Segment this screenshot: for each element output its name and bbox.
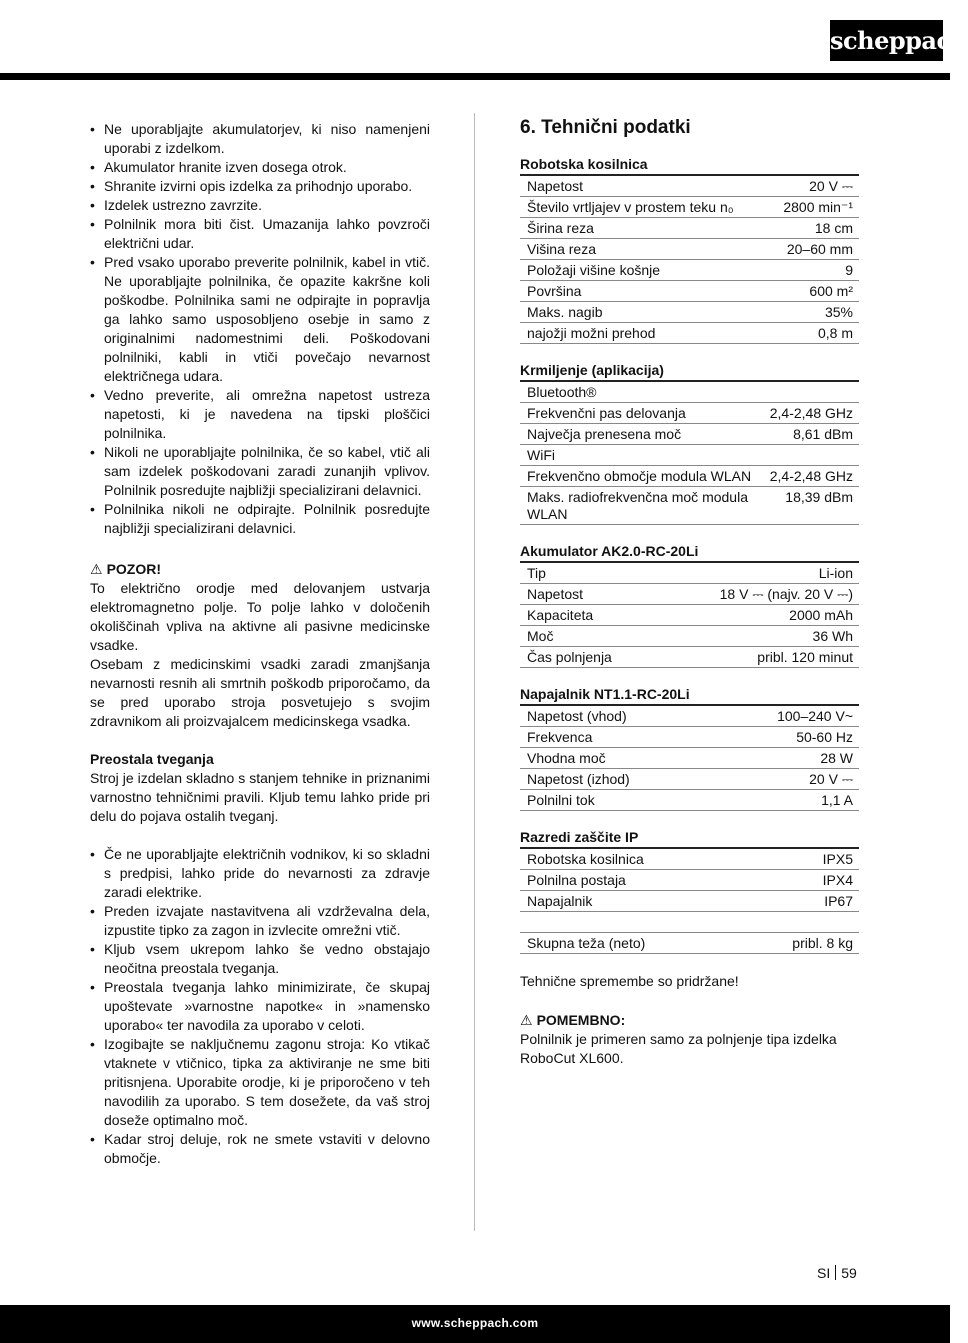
list-item: • Kljub vsem ukrepom lahko še vedno obstajajo neočitna preostala tveganja. (90, 940, 430, 978)
table-row (520, 706, 859, 727)
list-item: • Ne uporabljajte akumulatorjev, ki niso namenjeni uporabi z izdelkom. (90, 120, 430, 158)
spec-label: Frekvenčni pas delovanja (520, 403, 763, 424)
header-bar (0, 73, 950, 80)
table-row (520, 870, 859, 891)
spec-label: najožji možni prehod (520, 323, 766, 344)
spec-value: 35% (766, 302, 859, 323)
spec-value: 2,4-2,48 GHz (763, 403, 859, 424)
spec-label: Širina reza (520, 218, 766, 239)
footer-url: www.scheppach.com (0, 1305, 950, 1343)
table-row (520, 727, 859, 748)
spec-label: Položaji višine košnje (520, 260, 766, 281)
warning-paragraph-2: Osebam z medicinskimi vsadki zaradi zmanjšanja nevarnosti resnih ali smrtnih poškodb priporočamo, da se pred uporabo stroja posvetujejo s svojim zdravnikom ali proizvajalcem medicinskega vsadka. (90, 656, 430, 729)
brand-logo: scheppach (830, 20, 943, 61)
list-item: • Vedno preverite, ali omrežna napetost ustreza napetosti, ki je navedena na tipski ploščici polnilnika. (90, 386, 430, 443)
important-heading: ⚠ POMEMBNO: (520, 1012, 626, 1028)
list-item: • Polnilnika nikoli ne odpirajte. Polnilnik posredujte najbližji specializirani delavnici. (90, 500, 430, 538)
spec-label: Napetost (izhod) (520, 769, 712, 790)
list-item: • Akumulator hranite izven dosega otrok. (90, 158, 430, 177)
spec-section-title: Napajalnik NT1.1-RC-20Li (520, 686, 859, 706)
spec-value: 2000 mAh (656, 605, 859, 626)
table-row (520, 239, 859, 260)
spec-label: Vhodna moč (520, 748, 712, 769)
table-row (520, 197, 859, 218)
list-item: • Če ne uporabljajte električnih vodnikov, ki so skladni s predpisi, lahko pride do nevarnosti za zdravje zaradi elektrike. (90, 845, 430, 902)
spec-table (520, 706, 859, 811)
spec-label: Frekvenčno območje modula WLAN (520, 466, 763, 487)
spec-value: IPX4 (737, 870, 859, 891)
spec-section (520, 156, 859, 344)
spec-section-title: Razredi zaščite IP (520, 829, 859, 849)
column-divider (474, 113, 475, 1231)
spec-value: pribl. 8 kg (737, 933, 859, 954)
important-paragraph: Polnilnik je primeren samo za polnjenje tipa izdelka RoboCut XL600. (520, 1031, 837, 1066)
spec-value: pribl. 120 minut (656, 647, 859, 668)
spec-label: Maks. nagib (520, 302, 766, 323)
spec-section-title: Krmiljenje (aplikacija) (520, 362, 859, 382)
spec-label: Bluetooth® (520, 382, 763, 403)
page-number: SI 59 (817, 1265, 857, 1281)
table-row (520, 584, 859, 605)
spec-label: WiFi (520, 445, 763, 466)
spec-value (737, 912, 859, 933)
residual-bullet-list (90, 845, 430, 1168)
spec-value: 100–240 V~ (712, 706, 859, 727)
table-row (520, 403, 859, 424)
spec-label: Robotska kosilnica (520, 849, 737, 870)
spec-label: Napetost (520, 176, 766, 197)
spec-section (520, 829, 859, 954)
list-item: • Pred vsako uporabo preverite polnilnik, kabel in vtič. Ne uporabljajte polnilnika, če opazite kakršne koli poškodbe. Polnilnika sami ne odpirajte in popravlja ga lahko samo usposobljeno osebje in samo z originalnimi nadomestnimi deli. Poškodovani polnilniki, kabli in vtiči povečajo nevarnost električnega udara. (90, 253, 430, 386)
warning-triangle-icon: ⚠ (520, 1012, 533, 1028)
spec-value: 1,1 A (712, 790, 859, 811)
table-row (520, 849, 859, 870)
spec-label: Napajalnik (520, 891, 737, 912)
list-item: • Izogibajte se naključnemu zagonu stroja: Ko vtikač vtaknete v vtičnico, tipka za aktiviranje ne sme biti pritisnjena. Uporabite orodje, ki je priporočeno v teh navodilih za uporabo. S tem dosežete, da vaš stroj doseže optimalno moč. (90, 1035, 430, 1130)
spec-value: 20–60 mm (766, 239, 859, 260)
spec-label: Čas polnjenja (520, 647, 656, 668)
list-item: • Izdelek ustrezno zavrzite. (90, 196, 430, 215)
spec-label: Višina reza (520, 239, 766, 260)
table-row (520, 563, 859, 584)
spec-value: 36 Wh (656, 626, 859, 647)
list-item: • Nikoli ne uporabljajte polnilnika, če so kabel, vtič ali sam izdelek poškodovani zaradi zunanjih vplivov. Polnilnik posredujte najbližji specializirani delavnici. (90, 443, 430, 500)
table-row (520, 466, 859, 487)
spec-label: Število vrtljajev v prostem teku n₀ (520, 197, 766, 218)
spec-label: Skupna teža (neto) (520, 933, 737, 954)
warning-triangle-icon: ⚠ (90, 561, 103, 577)
spec-value: IPX5 (737, 849, 859, 870)
spec-value (763, 445, 859, 466)
table-row (520, 748, 859, 769)
spec-value: 18 cm (766, 218, 859, 239)
spec-label: Frekvenca (520, 727, 712, 748)
table-row (520, 626, 859, 647)
spec-label: Polnilni tok (520, 790, 712, 811)
spec-label: Polnilna postaja (520, 870, 737, 891)
table-row (520, 302, 859, 323)
section-heading: 6. Tehnični podatki (520, 117, 691, 138)
spec-value (763, 382, 859, 403)
spec-value: 9 (766, 260, 859, 281)
table-row (520, 218, 859, 239)
spec-table (520, 382, 859, 525)
table-row (520, 891, 859, 912)
spec-value: 28 W (712, 748, 859, 769)
changes-note: Tehnične spremembe so pridržane! (520, 973, 739, 989)
spec-table (520, 849, 859, 954)
safety-bullet-list (90, 120, 430, 538)
residual-risks-heading: Preostala tveganja (90, 751, 214, 767)
table-row (520, 790, 859, 811)
spec-table (520, 563, 859, 668)
list-item: • Preostala tveganja lahko minimizirate, če skupaj upoštevate »varnostne napotke« in »namensko uporabo« ter navodila za uporabo v celoti. (90, 978, 430, 1035)
table-row (520, 912, 859, 933)
spec-value: 8,61 dBm (763, 424, 859, 445)
spec-value: 50-60 Hz (712, 727, 859, 748)
list-item: • Kadar stroj deluje, rok ne smete vstaviti v delovno območje. (90, 1130, 430, 1168)
spec-value: 2,4-2,48 GHz (763, 466, 859, 487)
table-row (520, 487, 859, 525)
spec-label: Napetost (vhod) (520, 706, 712, 727)
right-column (520, 113, 859, 1068)
table-row (520, 382, 859, 403)
spec-table (520, 176, 859, 344)
spec-sections (520, 156, 859, 954)
spec-value: Li-ion (656, 563, 859, 584)
warning-paragraph-1: To električno orodje med delovanjem ustvarja elektromagnetno polje. To polje lahko v določenih okoliščinah vpliva na aktivne ali pasivne medicinske vsadke. (90, 580, 430, 653)
spec-value: IP67 (737, 891, 859, 912)
spec-value: 20 V ⎓ (766, 176, 859, 197)
spec-section (520, 543, 859, 668)
spec-label: Napetost (520, 584, 656, 605)
spec-value: 18,39 dBm (763, 487, 859, 525)
spec-value: 20 V ⎓ (712, 769, 859, 790)
spec-value: 0,8 m (766, 323, 859, 344)
spec-label: Tip (520, 563, 656, 584)
spec-label: Največja prenesena moč (520, 424, 763, 445)
list-item: • Preden izvajate nastavitvena ali vzdrževalna dela, izpustite tipko za zagon in izvlecite omrežni vtič. (90, 902, 430, 940)
list-item: • Polnilnik mora biti čist. Umazanija lahko povzroči električni udar. (90, 215, 430, 253)
table-row (520, 176, 859, 197)
table-row (520, 281, 859, 302)
spec-label: Površina (520, 281, 766, 302)
spec-label: Maks. radiofrekvenčna moč modula WLAN (520, 487, 763, 525)
table-row (520, 424, 859, 445)
table-row (520, 260, 859, 281)
residual-risks-paragraph: Stroj je izdelan skladno s stanjem tehnike in priznanimi varnostno tehničnimi pravili. Kljub temu lahko pride pri delu do pojava ostalih tveganj. (90, 770, 430, 824)
list-item: • Shranite izvirni opis izdelka za prihodnjo uporabo. (90, 177, 430, 196)
spec-value: 18 V ⎓ (najv. 20 V ⎓) (656, 584, 859, 605)
spec-label: Kapaciteta (520, 605, 656, 626)
spec-value: 600 m² (766, 281, 859, 302)
table-row (520, 445, 859, 466)
table-row (520, 933, 859, 954)
warning-heading: ⚠ POZOR! (90, 561, 162, 577)
spec-section (520, 362, 859, 525)
table-row (520, 323, 859, 344)
spec-value: 2800 min⁻¹ (766, 197, 859, 218)
spec-section-title: Robotska kosilnica (520, 156, 859, 176)
table-row (520, 605, 859, 626)
table-row (520, 647, 859, 668)
table-row (520, 769, 859, 790)
left-column (90, 120, 430, 1168)
spec-section (520, 686, 859, 811)
spec-section-title: Akumulator AK2.0-RC-20Li (520, 543, 859, 563)
spec-label: Moč (520, 626, 656, 647)
spec-label (520, 912, 737, 933)
